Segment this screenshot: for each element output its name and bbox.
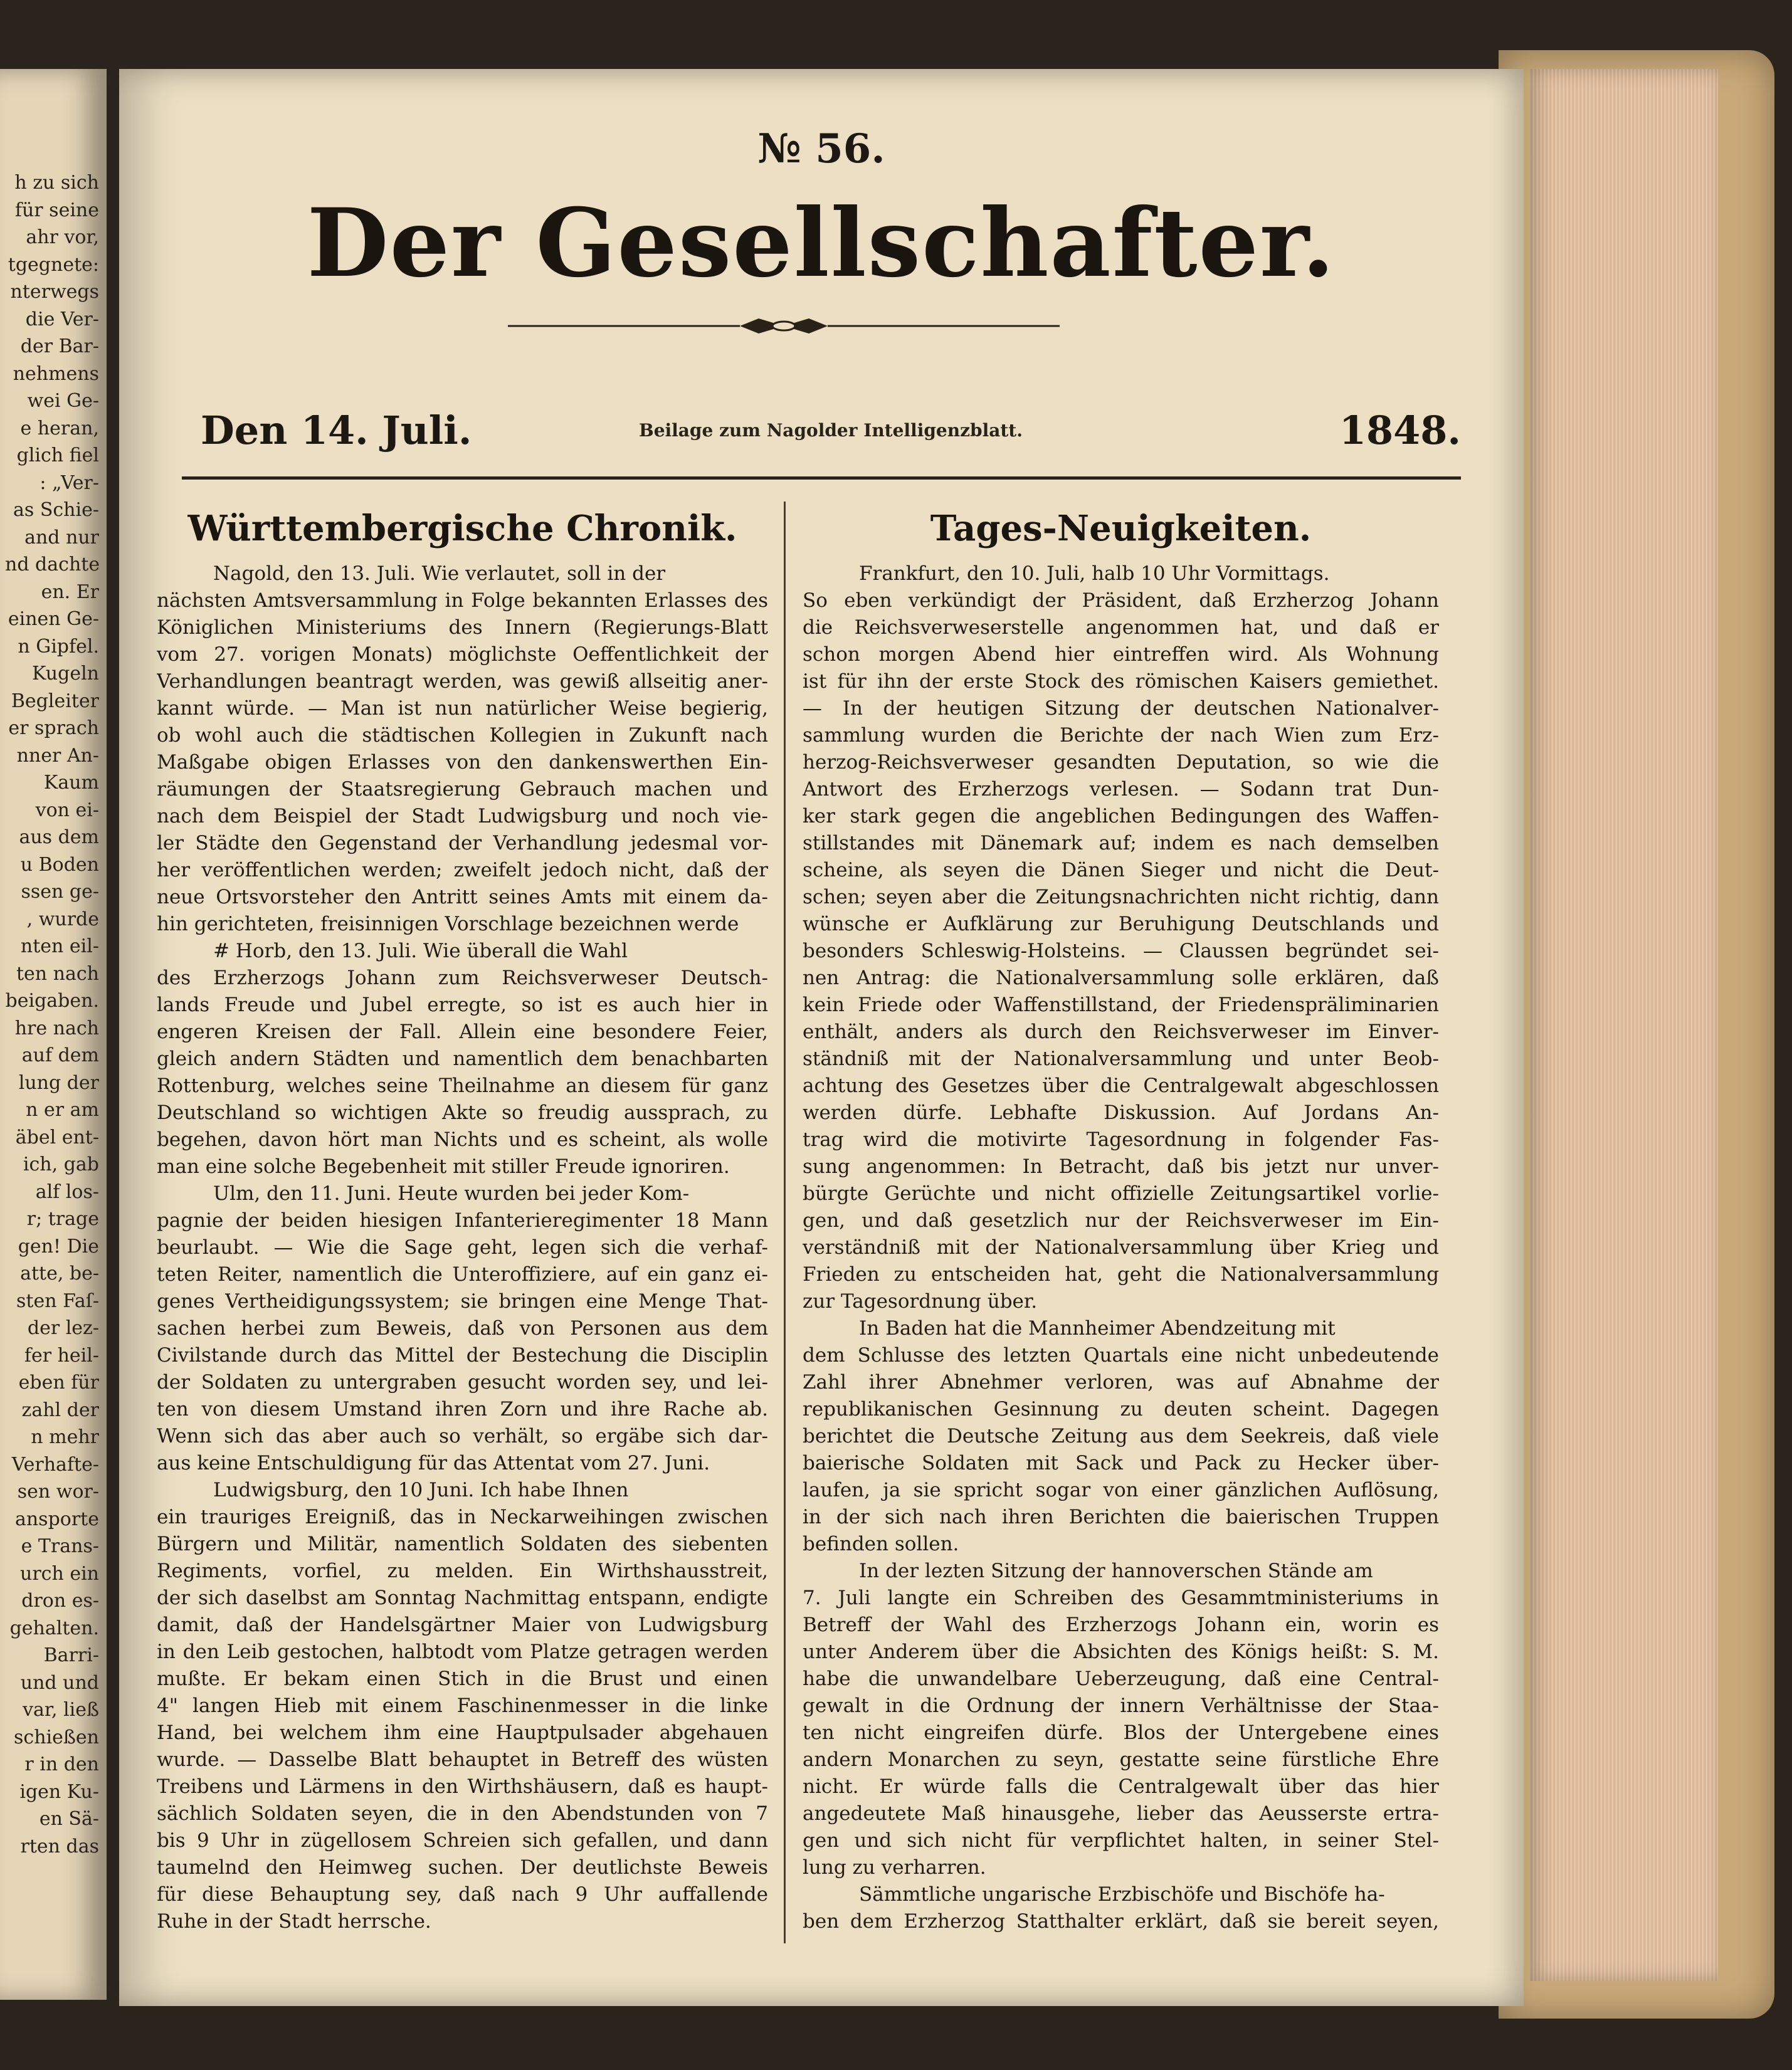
text-line: ist für ihn der erste Stock des römischen Kaisers gemiethet. xyxy=(803,670,1439,693)
text-line: einen Ge- xyxy=(8,608,99,630)
text-line: habe die unwandelbare Ueberzeugung, daß eine Central- xyxy=(803,1668,1439,1690)
text-line: andern Monarchen zu seyn, gestatte seine fürstliche Ehre xyxy=(803,1748,1439,1771)
text-line: glich fiel xyxy=(16,444,99,466)
text-line: stillstandes mit Dänemark auf; indem es nach demselben xyxy=(803,832,1439,854)
text-line: der Soldaten zu untergraben gesucht worden sey, und lei- xyxy=(157,1371,768,1394)
text-line: neue Ortsvorsteher den Antritt seines Amts mit einem da- xyxy=(157,886,768,908)
text-line: räumungen der Staatsregierung Gebrauch machen und xyxy=(157,778,768,801)
text-line: pagnie der beiden hiesigen Infanterieregimenter 18 Mann xyxy=(157,1209,768,1232)
text-line: gleich andern Städten und namentlich dem benachbarten xyxy=(157,1048,768,1070)
text-line: ten nach xyxy=(16,962,99,985)
text-line: taumelnd den Heimweg suchen. Der deutlichste Beweis xyxy=(157,1856,768,1879)
text-line: Nagold, den 13. Juli. Wie verlautet, soll in der xyxy=(213,562,666,585)
text-line: ein trauriges Ereigniß, das in Neckarweihingen zwischen xyxy=(157,1506,768,1528)
text-line: aus keine Entschuldigung für das Attentat vom 27. Juni. xyxy=(157,1452,710,1474)
text-line: nterwegs xyxy=(10,281,99,303)
text-line: teten Reiter, namentlich die Unteroffiziere, auf ein ganz ei- xyxy=(157,1263,768,1286)
text-line: achtung des Gesetzes über die Centralgewalt abgeschlossen xyxy=(803,1074,1439,1097)
text-line: 4" langen Hieb mit einem Faschinenmesser in die linke xyxy=(157,1694,768,1717)
text-line: sachen herbei zum Beweis, daß von Personen aus dem xyxy=(157,1317,768,1340)
text-line: n mehr xyxy=(31,1426,99,1448)
text-line: # Horb, den 13. Juli. Wie überall die Wahl xyxy=(213,940,628,962)
text-line: e Trans- xyxy=(21,1535,99,1557)
text-line: bis 9 Uhr in zügellosem Schreien sich gefallen, und dann xyxy=(157,1829,768,1852)
text-line: Civilstande durch das Mittel der Bestechung die Disciplin xyxy=(157,1344,768,1367)
text-line: beigaben. xyxy=(5,990,99,1012)
column-text xyxy=(157,560,768,1935)
text-line: und und xyxy=(20,1671,99,1694)
text-line: fer heil- xyxy=(24,1344,99,1367)
text-line: nner An- xyxy=(16,744,99,767)
text-line: damit, daß der Handelsgärtner Maier von Ludwigsburg xyxy=(157,1614,768,1636)
text-line: engeren Kreisen der Fall. Allein eine besondere Feier, xyxy=(157,1021,768,1043)
issue-year: 1848. xyxy=(1339,407,1461,453)
text-line: gehalten. xyxy=(9,1617,99,1639)
text-line: nächsten Amtsversammlung in Folge bekannten Erlasses des xyxy=(157,589,768,612)
text-line: ssen ge- xyxy=(21,881,99,903)
newspaper-title: Der Gesellschafter. xyxy=(307,188,1336,298)
text-line: werden dürfe. Lebhafte Diskussion. Auf Jordans An- xyxy=(803,1101,1439,1124)
text-line: dron es- xyxy=(21,1590,99,1612)
text-line: ten von diesem Umstand ihren Zorn und ihre Rache ab. xyxy=(157,1398,768,1421)
text-line: lung der xyxy=(18,1071,99,1094)
dateline xyxy=(201,407,1461,458)
page-edges xyxy=(1530,69,1718,1981)
text-line: sen wor- xyxy=(17,1481,99,1503)
text-line: kannt würde. — Man ist nun natürlicher Weise begierig, xyxy=(157,697,768,720)
text-line: Königlichen Ministeriums des Innern (Regierungs-Blatt xyxy=(157,616,768,639)
text-line: nten eil- xyxy=(20,935,99,957)
text-line: er sprach xyxy=(8,717,99,739)
text-line: sten Faſ- xyxy=(16,1290,99,1312)
text-line: unter Anderem über die Absichten des Königs heißt: S. M. xyxy=(803,1641,1439,1663)
text-line: Kugeln xyxy=(32,663,99,685)
ornament-divider-icon xyxy=(508,313,1060,339)
text-line: nen Antrag: die Nationalversammlung solle erklären, daß xyxy=(803,967,1439,989)
text-line: sächlich Soldaten seyen, die in den Abendstunden von 7 xyxy=(157,1802,768,1825)
text-line: atte, be- xyxy=(20,1263,99,1285)
text-line: eben für xyxy=(18,1372,99,1394)
text-line: n er am xyxy=(26,1099,99,1121)
text-line: wünsche er Aufklärung zur Beruhigung Deutschlands und xyxy=(803,913,1439,935)
text-line: man eine solche Begebenheit mit stiller Freude ignoriren. xyxy=(157,1155,730,1178)
text-line: der lez- xyxy=(27,1317,99,1339)
text-line: u Boden xyxy=(20,853,99,876)
text-line: e heran, xyxy=(20,417,99,439)
text-line: 7. Juli langte ein Schreiben des Gesammtministeriums in xyxy=(803,1587,1439,1609)
text-line: befinden sollen. xyxy=(803,1533,959,1555)
column-daily-news xyxy=(803,508,1439,1935)
text-line: herzog-Reichsverweser gesandten Deputation, so wie die xyxy=(803,751,1439,774)
text-line: für seine xyxy=(14,199,99,221)
column-divider xyxy=(784,502,786,1943)
text-line: scheine, als seyen die Dänen Sieger und nicht die Deut- xyxy=(803,859,1439,881)
text-line: der sich daselbst am Sonntag Nachmittag entspann, endigte xyxy=(157,1587,768,1609)
text-line: ich, gab xyxy=(23,1153,99,1175)
issue-date: Den 14. Juli. xyxy=(201,407,472,453)
text-line: schießen xyxy=(14,1726,99,1748)
text-line: verständniß mit der Nationalversammlung über Krieg und xyxy=(803,1236,1439,1259)
column-text xyxy=(803,560,1439,1935)
text-line: alf los- xyxy=(35,1180,99,1203)
text-line: n Gipfel. xyxy=(18,635,99,658)
text-line: zahl der xyxy=(21,1399,99,1421)
text-line: her veröffentlichen werden; zweifelt jedoch nicht, daß der xyxy=(157,859,768,881)
text-line: var, ließ xyxy=(23,1699,99,1721)
text-line: Ulm, den 11. Juni. Heute wurden bei jeder Kom- xyxy=(213,1182,690,1205)
text-line: berichtet die Deutsche Zeitung aus dem Seekreis, daß viele xyxy=(803,1425,1439,1447)
text-line: in der sich nach ihren Berichten die baierischen Truppen xyxy=(803,1506,1439,1528)
text-line: ob wohl auch die städtischen Kollegien in Zukunft nach xyxy=(157,724,768,747)
text-line: Rottenburg, welches seine Theilnahme an diesem für ganz xyxy=(157,1074,768,1097)
text-line: die Ver- xyxy=(25,308,99,330)
text-line: hin gerichteten, freisinnigen Vorschlage bezeichnen werde xyxy=(157,913,739,935)
text-line: rten das xyxy=(20,1835,99,1857)
text-line: Kaum xyxy=(43,772,99,794)
text-line: mußte. Er bekam einen Stich in die Brust und einen xyxy=(157,1668,768,1690)
text-line: von ei- xyxy=(35,799,99,821)
supplement-note: Beilage zum Nagolder Intelligenzblatt. xyxy=(639,420,1023,441)
text-line: vom 27. vorigen Monats) möglichste Oeffentlichkeit der xyxy=(157,643,768,666)
text-line: Deutschland so wichtigen Akte so freudig aussprach, zu xyxy=(157,1101,768,1124)
text-line: zur Tagesordnung über. xyxy=(803,1290,1038,1313)
text-line: gen und sich nicht für verpflichtet halten, in seiner Stel- xyxy=(803,1829,1439,1852)
text-line: begehen, davon hört man Nichts und es scheint, als wolle xyxy=(157,1128,768,1151)
text-line: Begleiter xyxy=(11,690,99,712)
text-line: Ludwigsburg, den 10 Juni. Ich habe Ihnen xyxy=(213,1479,629,1501)
text-line: gewalt in die Ordnung der innern Verhältnisse der Staa- xyxy=(803,1694,1439,1717)
text-line: gen, und daß gesetzlich nur der Reichsverweser im Ein- xyxy=(803,1209,1439,1232)
text-line: enthält, anders als durch den Reichsverweser im Einver- xyxy=(803,1021,1439,1043)
header-rule xyxy=(182,476,1461,480)
text-line: dem Schlusse des letzten Quartals eine nicht unbedeutende xyxy=(803,1344,1439,1367)
text-line: Zahl ihrer Abnehmer verloren, was auf Abnahme der xyxy=(803,1371,1439,1394)
column-wuerttemberg-chronicle xyxy=(157,508,768,1935)
text-line: h zu sich xyxy=(14,172,99,194)
text-line: schen; seyen aber die Zeitungsnachrichten nicht richtig, dann xyxy=(803,886,1439,908)
text-line: — In der heutigen Sitzung der deutschen Nationalver- xyxy=(803,697,1439,720)
text-line: urch ein xyxy=(20,1562,99,1585)
text-line: tgegnete: xyxy=(8,253,99,276)
newspaper-page xyxy=(119,69,1524,2006)
text-line: Treibens und Lärmens in den Wirthshäusern, daß es haupt- xyxy=(157,1775,768,1798)
text-line: wei Ge- xyxy=(27,390,99,412)
section-heading: Tages-Neuigkeiten. xyxy=(930,508,1312,549)
text-line: ständniß mit der Nationalversammlung und unter Beob- xyxy=(803,1048,1439,1070)
text-line: Ruhe in der Stadt herrsche. xyxy=(157,1910,431,1933)
text-line: ler Städte den Gegenstand der Verhandlung jedesmal vor- xyxy=(157,832,768,854)
text-line: In der lezten Sitzung der hannoverschen Stände am xyxy=(859,1560,1373,1582)
text-line: gen! Die xyxy=(18,1235,99,1258)
text-line: ahr vor, xyxy=(26,226,99,248)
previous-page-fragment xyxy=(0,69,107,2000)
text-line: laufen, ja sie spricht sogar von einer gänzlichen Auflösung, xyxy=(803,1479,1439,1501)
text-line: des Erzherzogs Johann zum Reichsverweser Deutsch- xyxy=(157,967,768,989)
text-line: sung angenommen: In Betracht, daß bis jetzt nur unver- xyxy=(803,1155,1439,1178)
text-line: lands Freude und Jubel erregte, so ist es auch hier in xyxy=(157,994,768,1016)
text-line: hre nach xyxy=(14,1017,99,1039)
text-line: lung zu verharren. xyxy=(803,1856,986,1879)
text-line: Hand, bei welchem ihm eine Hauptpulsader abgehauen xyxy=(157,1721,768,1744)
previous-page-text xyxy=(0,69,107,1860)
section-heading: Württembergische Chronik. xyxy=(187,508,737,549)
text-line: in den Leib gestochen, halbtodt vom Platze getragen werden xyxy=(157,1641,768,1663)
text-line: sammlung wurden die Berichte der nach Wien zum Erz- xyxy=(803,724,1439,747)
text-line: Bürgern und Militär, namentlich Soldaten des siebenten xyxy=(157,1533,768,1555)
text-line: , wurde xyxy=(26,908,99,930)
text-line: nd dachte xyxy=(5,554,100,575)
text-line: der Bar- xyxy=(20,335,99,357)
text-line: Barri- xyxy=(43,1644,99,1666)
text-line: and nur xyxy=(24,526,99,549)
text-line: republikanischen Gesinnung zu deuten scheint. Dagegen xyxy=(803,1398,1439,1421)
text-line: nach dem Beispiel der Stadt Ludwigsburg und noch vie- xyxy=(157,805,768,827)
text-line: für diese Behauptung sey, daß nach 9 Uhr auffallende xyxy=(157,1883,768,1906)
text-line: beurlaubt. — Wie die Sage geht, legen sich die verhaf- xyxy=(157,1236,768,1259)
text-line: Verhafte- xyxy=(11,1453,99,1476)
text-line: Verhandlungen beantragt werden, was gewiß allseitig aner- xyxy=(157,670,768,693)
text-line: ben dem Erzherzog Statthalter erklärt, daß sie bereit seyen, xyxy=(803,1910,1439,1933)
text-line: die Reichsverweserstelle angenommen hat, und daß er xyxy=(803,616,1439,639)
text-line: Wenn sich das aber auch so verhält, so ergäbe sich dar- xyxy=(157,1425,768,1447)
text-line: nehmens xyxy=(13,362,99,385)
text-line: en. Er xyxy=(41,581,99,603)
text-line: kein Friede oder Waffenstillstand, der Friedenspräliminarien xyxy=(803,994,1439,1016)
text-line: Maßgabe obigen Erlasses von den dankenswerthen Ein- xyxy=(157,751,768,774)
text-line: baierische Soldaten mit Sack und Pack zu Hecker über- xyxy=(803,1452,1439,1474)
text-line: Frieden zu entscheiden hat, geht die Nationalversammlung xyxy=(803,1263,1439,1286)
text-line: nicht. Er würde falls die Centralgewalt über das hier xyxy=(803,1775,1439,1798)
text-line: angedeutete Maß hinausgehe, lieber das Aeusserste ertra- xyxy=(803,1802,1439,1825)
text-line: r in den xyxy=(24,1753,99,1775)
text-line: auf dem xyxy=(21,1044,99,1066)
text-line: igen Ku- xyxy=(19,1780,99,1803)
text-line: ker stark gegen die angeblichen Bedingungen des Waffen- xyxy=(803,805,1439,827)
text-line: ansporte xyxy=(14,1508,99,1530)
text-line: Frankfurt, den 10. Juli, halb 10 Uhr Vormittags. xyxy=(859,562,1330,585)
text-line: aus dem xyxy=(19,826,99,848)
text-line: trag wird die motivirte Tagesordnung in folgender Fas- xyxy=(803,1128,1439,1151)
text-line: In Baden hat die Mannheimer Abendzeitung mit xyxy=(859,1317,1336,1340)
text-line: besonders Schleswig-Holsteins. — Claussen begründet sei- xyxy=(803,940,1439,962)
text-line: Regiments, vorfiel, zu melden. Ein Wirthshausstreit, xyxy=(157,1560,768,1582)
text-line: r; trage xyxy=(26,1208,99,1230)
text-line: Betreff der Wahl des Erzherzogs Johann ein, worin es xyxy=(803,1614,1439,1636)
text-line: ten nicht eingreifen dürfe. Blos der Untergebene eines xyxy=(803,1721,1439,1744)
text-line: genes Vertheidigungssystem; sie bringen eine Menge That- xyxy=(157,1290,768,1313)
text-line: äbel ent- xyxy=(15,1126,99,1148)
issue-number: № 56. xyxy=(757,125,885,172)
text-line: wurde. — Dasselbe Blatt behauptet in Betreff des wüsten xyxy=(157,1748,768,1771)
text-line: So eben verkündigt der Präsident, daß Erzherzog Johann xyxy=(803,589,1439,612)
text-line: Antwort des Erzherzogs verlesen. — Sodann trat Dun- xyxy=(803,778,1439,801)
text-line: schon morgen Abend hier eintreffen wird. Als Wohnung xyxy=(803,643,1439,666)
text-line: as Schie- xyxy=(13,499,99,521)
text-line: : „Ver- xyxy=(40,471,99,494)
text-line: bürgte Gerüchte und nicht offizielle Zeitungsartikel vorlie- xyxy=(803,1182,1439,1205)
text-line: Sämmtliche ungarische Erzbischöfe und Bischöfe ha- xyxy=(859,1883,1385,1906)
text-line: en Sä- xyxy=(39,1808,99,1830)
